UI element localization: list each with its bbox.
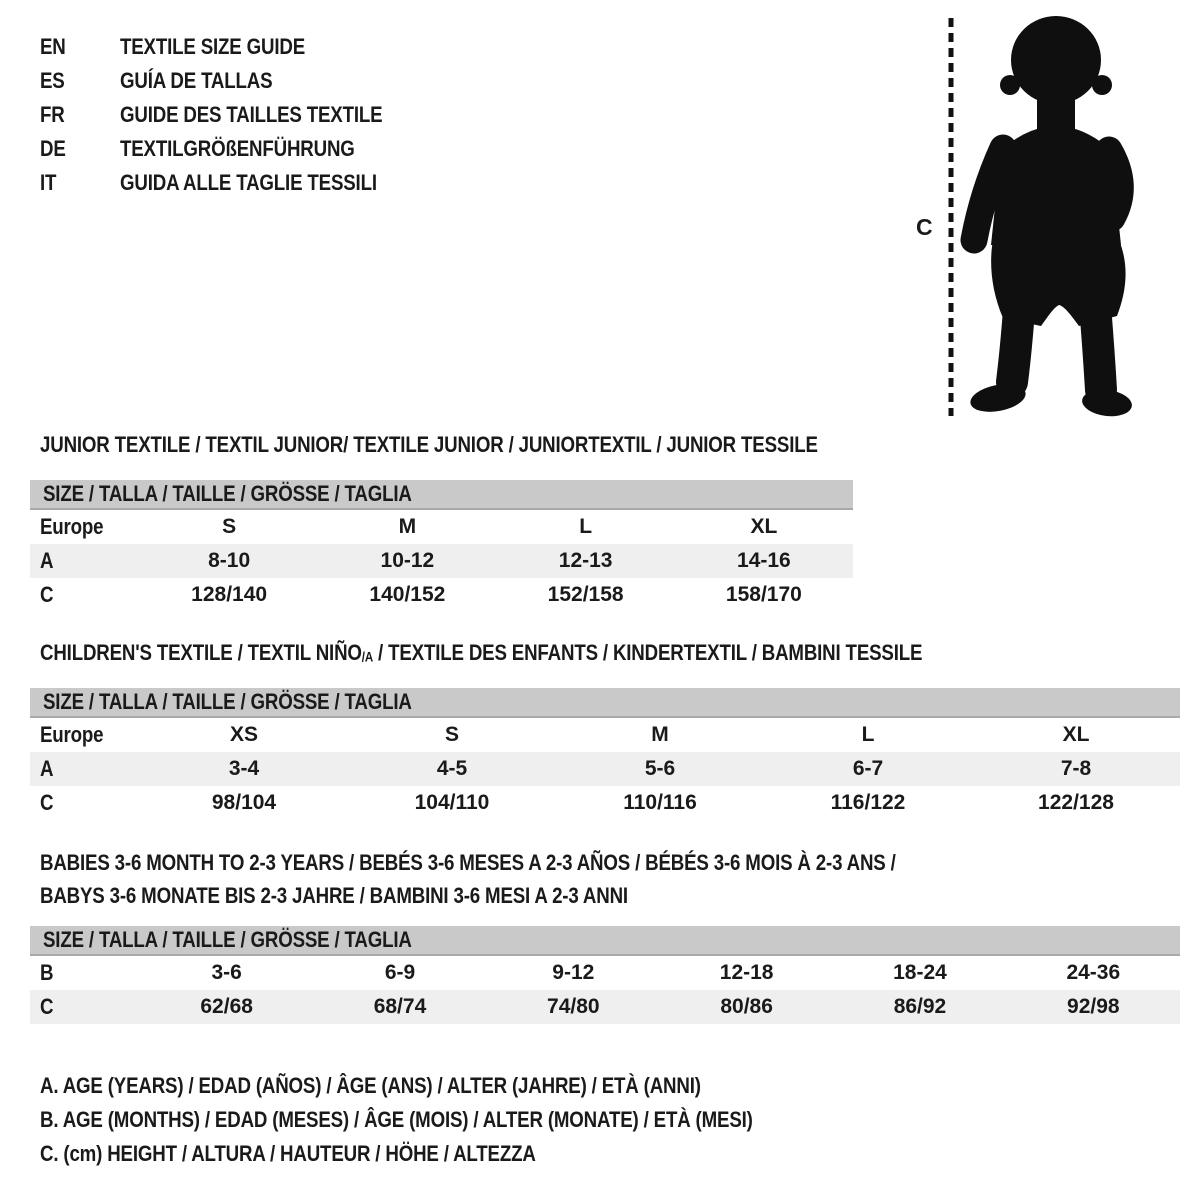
- size-value-cell: XS: [229, 723, 258, 746]
- size-value-cell: 10-12: [380, 549, 435, 572]
- size-value-cell: 92/98: [1067, 995, 1120, 1018]
- size-value-cell: 62/68: [200, 995, 253, 1018]
- language-list: [40, 30, 429, 200]
- height-measure-label: C: [916, 214, 933, 240]
- row-label-cell: C: [40, 582, 54, 607]
- language-code: FR: [40, 102, 65, 127]
- size-value-cell: 98/104: [211, 791, 277, 814]
- size-value-cell: L: [861, 723, 875, 746]
- row-label-cell: B: [40, 960, 54, 985]
- measure-legend: [40, 1069, 878, 1171]
- size-value-cell: 6-7: [852, 757, 884, 780]
- size-value-cell: 122/128: [1038, 791, 1114, 814]
- language-row-it: [40, 166, 429, 200]
- size-value-cell: 18-24: [893, 961, 947, 984]
- language-code: ES: [40, 68, 65, 93]
- legend-line-c: C. (cm) HEIGHT / ALTURA / HAUTEUR / HÖHE / ALTEZZA: [40, 1141, 536, 1166]
- language-code: IT: [40, 170, 57, 195]
- toddler-silhouette: [968, 16, 1133, 419]
- junior-section-heading: JUNIOR TEXTILE / TEXTIL JUNIOR/ TEXTILE JUNIOR / JUNIORTEXTIL / JUNIOR TESSILE: [40, 432, 818, 457]
- row-label-cell: C: [40, 790, 54, 815]
- row-label-cell: C: [40, 994, 54, 1019]
- table-row: [30, 510, 853, 544]
- junior-size-bar: SIZE / TALLA / TAILLE / GRÖSSE / TAGLIA: [30, 480, 853, 510]
- row-label-cell: A: [40, 548, 54, 573]
- table-row: [30, 990, 1180, 1024]
- size-value-cell: 104/110: [414, 791, 490, 814]
- size-value-cell: 3-4: [228, 757, 260, 780]
- children-size-table: [30, 718, 1180, 820]
- table-row: [30, 578, 853, 612]
- language-row-es: [40, 64, 429, 98]
- size-value-cell: XL: [750, 515, 778, 538]
- size-value-cell: 74/80: [547, 995, 600, 1018]
- size-value-cell: 5-6: [644, 757, 676, 780]
- size-value-cell: 3-6: [211, 961, 242, 984]
- language-title: GUÍA DE TALLAS: [120, 68, 273, 93]
- size-value-cell: L: [579, 515, 593, 538]
- legend-line-b: B. AGE (MONTHS) / EDAD (MESES) / ÂGE (MOIS) / ALTER (MONATE) / ETÀ (MESI): [40, 1107, 753, 1132]
- size-value-cell: 140/152: [369, 583, 446, 606]
- language-title: GUIDE DES TAILLES TEXTILE: [120, 102, 383, 127]
- language-code: DE: [40, 136, 66, 161]
- toddler-silhouette-figure: [946, 0, 1150, 430]
- size-value-cell: 12-18: [719, 961, 774, 984]
- size-value-cell: 8-10: [208, 549, 251, 572]
- size-value-cell: S: [222, 515, 237, 538]
- language-title: TEXTILGRÖßENFÜHRUNG: [120, 136, 355, 161]
- table-row: [30, 786, 1180, 820]
- babies-size-bar: SIZE / TALLA / TAILLE / GRÖSSE / TAGLIA: [30, 926, 1180, 956]
- size-value-cell: 4-5: [436, 757, 468, 780]
- size-value-cell: 6-9: [384, 961, 416, 984]
- size-value-cell: XL: [1062, 723, 1090, 746]
- table-row: [30, 718, 1180, 752]
- size-value-cell: 80/86: [720, 995, 773, 1018]
- size-value-cell: M: [398, 515, 417, 538]
- size-value-cell: S: [444, 723, 459, 746]
- children-section-heading: CHILDREN'S TEXTILE / TEXTIL $NIÑO_{/A}$ / TEXTILE DES ENFANTS / KINDERTEXTIL / BAMBINI TESSILE: [40, 640, 923, 665]
- junior-size-table: [30, 510, 853, 612]
- size-value-cell: 86/92: [893, 995, 947, 1018]
- size-value-cell: 14-16: [737, 549, 791, 572]
- row-label-cell: Europe: [40, 722, 104, 747]
- size-value-cell: M: [651, 723, 669, 746]
- table-row: [30, 544, 853, 578]
- size-value-cell: 9-12: [552, 961, 595, 984]
- size-value-cell: 24-36: [1066, 961, 1121, 984]
- children-size-bar: SIZE / TALLA / TAILLE / GRÖSSE / TAGLIA: [30, 688, 1180, 718]
- language-row-en: [40, 30, 429, 64]
- babies-section-heading: BABIES 3-6 MONTH TO 2-3 YEARS / BEBÉS 3-6 MESES A 2-3 AÑOS / BÉBÉS 3-6 MOIS À 2-3 ANS / BABYS 3-6 MONATE BIS 2-3 JAHRE / BAMBINI 3-6 MESI A 2-3 ANNI: [40, 850, 896, 908]
- table-row: [30, 956, 1180, 990]
- language-title: TEXTILE SIZE GUIDE: [120, 34, 306, 59]
- size-value-cell: 68/74: [373, 995, 427, 1018]
- language-row-de: [40, 132, 429, 166]
- language-row-fr: [40, 98, 429, 132]
- size-value-cell: 158/170: [725, 583, 802, 606]
- size-value-cell: 7-8: [1060, 757, 1092, 780]
- size-value-cell: 110/116: [623, 791, 697, 814]
- language-title: GUIDA ALLE TAGLIE TESSILI: [120, 170, 377, 195]
- size-value-cell: 128/140: [191, 583, 268, 606]
- row-label-cell: A: [40, 756, 54, 781]
- size-value-cell: 116/122: [830, 791, 906, 814]
- size-value-cell: 12-13: [558, 549, 613, 572]
- legend-line-a: A. AGE (YEARS) / EDAD (AÑOS) / ÂGE (ANS) / ALTER (JAHRE) / ETÀ (ANNI): [40, 1073, 701, 1098]
- table-row: [30, 752, 1180, 786]
- babies-size-table: [30, 956, 1180, 1024]
- size-value-cell: 152/158: [547, 583, 624, 606]
- language-code: EN: [40, 34, 66, 59]
- row-label-cell: Europe: [40, 514, 104, 539]
